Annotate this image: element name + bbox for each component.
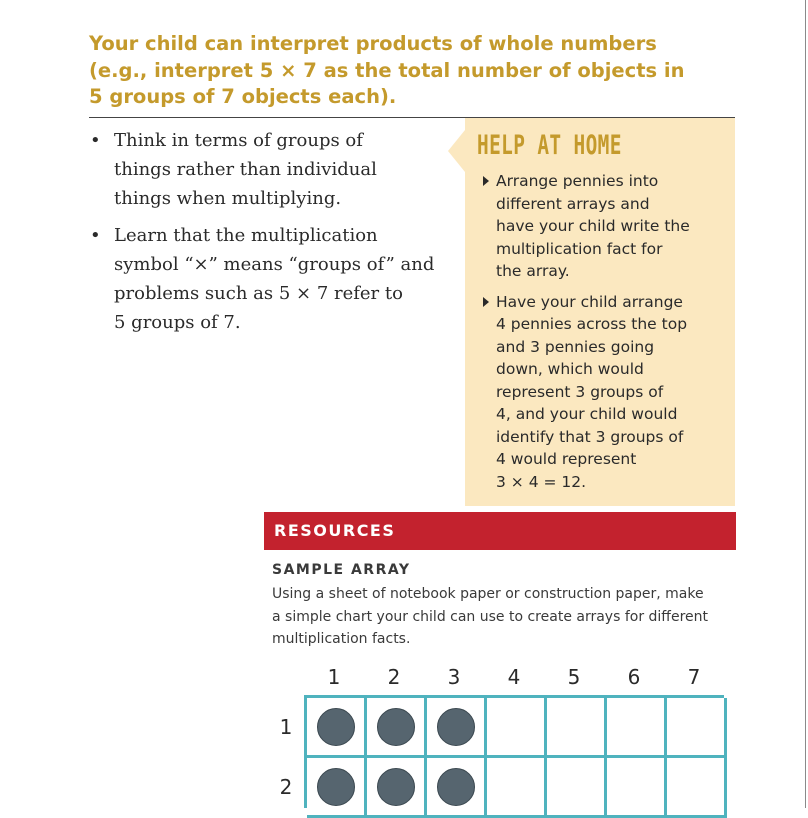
penny-icon [437,708,475,746]
help-item-line: different arrays and [496,194,650,213]
help-at-home-title: HELP AT HOME [477,130,622,161]
bullet-line: 5 groups of 7. [114,311,241,333]
penny-icon [317,768,355,806]
bullet-item [88,127,448,213]
help-item-line: Arrange pennies into [496,172,659,190]
array-column-number: 4 [507,665,521,689]
description-line: a simple chart your child can use to create arrays for different [272,608,708,625]
array-grid [304,695,724,808]
bullet-line: problems such as 5 × 7 refer to [114,282,403,304]
page-edge-line [805,0,806,808]
array-cell [547,698,607,758]
array-cell [607,698,667,758]
array-column-number: 1 [327,665,341,689]
array-row-number: 2 [279,775,293,799]
array-cell [307,758,367,818]
array-column-number: 5 [567,665,581,689]
triangle-bullet-icon [483,176,489,186]
learning-bullets [88,127,448,347]
array-row-number: 1 [279,715,293,739]
array-cell [487,758,547,818]
resources-title: RESOURCES [274,521,396,540]
help-item-line: the array. [496,262,570,280]
bullet-dot-icon: • [90,130,101,151]
help-item-line: Have your child arrange [496,292,683,311]
bullet-line: things when multiplying. [114,187,342,209]
array-cell [487,698,547,758]
array-column-number: 7 [687,665,701,689]
penny-icon [377,708,415,746]
penny-icon [317,708,355,746]
array-column-number: 3 [447,665,461,689]
array-cell [427,758,487,818]
penny-icon [437,768,475,806]
help-item-line: identify that 3 groups of [496,427,684,446]
array-cell [367,698,427,758]
sample-array-description [272,583,742,651]
help-item-line: multiplication fact for [496,239,663,258]
headline-line: (e.g., interpret 5 × 7 as the total number of objects in [89,58,685,82]
array-column-number: 2 [387,665,401,689]
help-item-line: down, which would [496,360,644,378]
help-item [481,291,731,494]
bullet-line: things rather than individual [114,158,377,180]
array-cell [427,698,487,758]
help-item-line: have your child write the [496,217,690,235]
description-line: Using a sheet of notebook paper or construction paper, make [272,586,704,602]
help-item-line: and 3 pennies going [496,337,655,356]
help-item-line: represent 3 groups of [496,382,664,401]
array-cell [667,698,727,758]
triangle-bullet-icon [483,297,489,307]
help-item-line: 3 × 4 = 12. [496,472,587,491]
array-cell [367,758,427,818]
help-box-notch [448,130,465,172]
array-cell [667,758,727,818]
bullet-line: Think in terms of groups of [114,130,363,151]
resources-bar [264,512,736,550]
bullet-item [88,222,448,337]
bullet-line: symbol “×” means “groups of” and [114,254,435,276]
headline [89,31,699,111]
bullet-line: Learn that the multiplication [114,225,378,247]
help-item-line: 4 would represent [496,450,637,468]
sample-array-title: SAMPLE ARRAY [272,562,411,578]
help-item [481,170,731,283]
help-at-home-list [481,170,731,501]
help-item-line: 4 pennies across the top [496,315,688,333]
headline-line: Your child can interpret products of whole numbers [89,32,657,55]
help-at-home-box [465,118,735,506]
help-item-line: 4, and your child would [496,405,678,423]
array-cell [607,758,667,818]
penny-icon [377,768,415,806]
bullet-dot-icon: • [90,225,101,247]
array-cell [547,758,607,818]
array-cell [307,698,367,758]
array-column-number: 6 [627,665,641,689]
headline-line: 5 groups of 7 objects each). [89,85,397,108]
description-line: multiplication facts. [272,631,411,647]
